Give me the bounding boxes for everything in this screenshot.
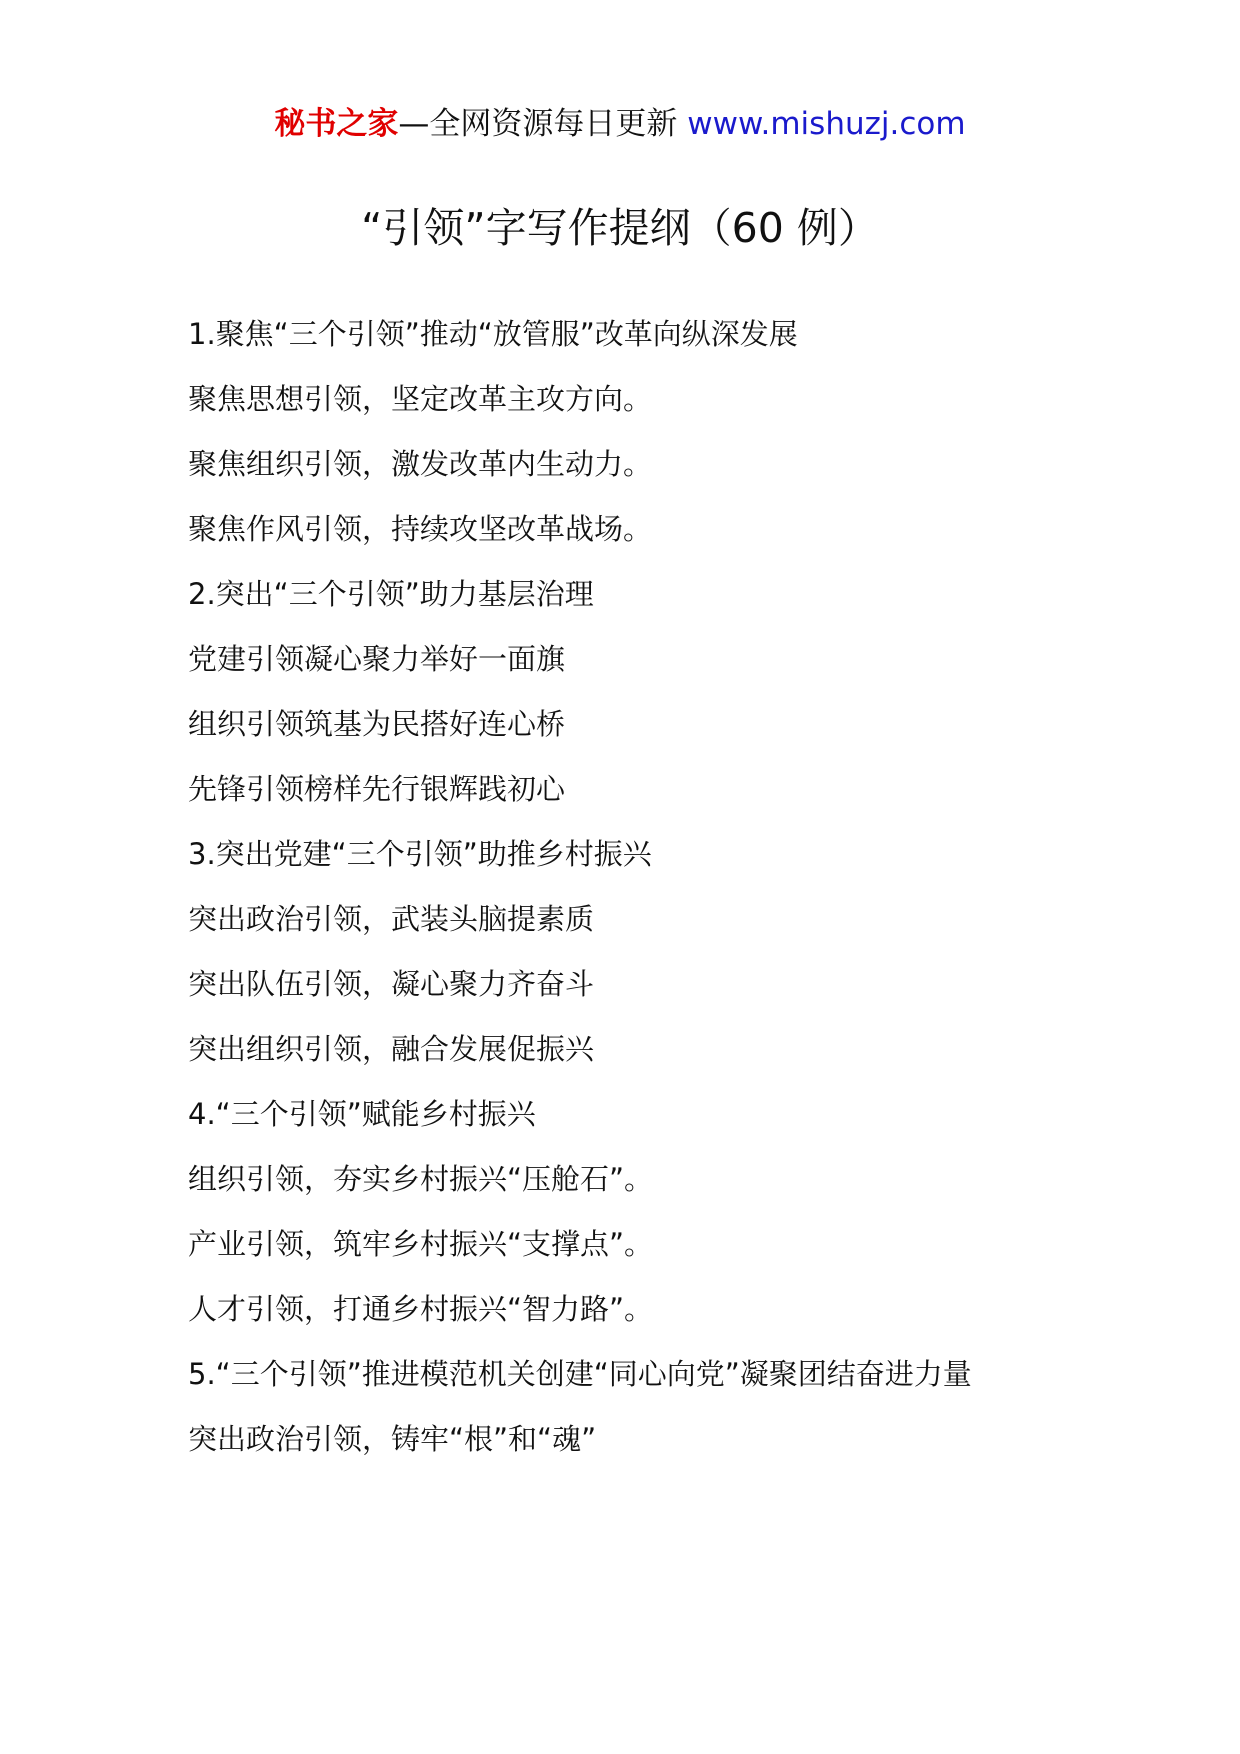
- outline-heading-5: 5.“三个引领”推进模范机关创建“同心向党”凝聚团结奋进力量: [188, 1357, 972, 1391]
- outline-heading-2: 2.突出“三个引领”助力基层治理: [188, 577, 594, 611]
- site-header: [0, 102, 1240, 146]
- outline-heading-1: 1.聚焦“三个引领”推动“放管服”改革向纵深发展: [188, 317, 798, 351]
- header-tagline: —全网资源每日更新: [398, 106, 688, 142]
- outline-line: 聚焦思想引领，坚定改革主攻方向。: [188, 382, 653, 416]
- outline-line: 突出政治引领，武装头脑提素质: [188, 902, 595, 936]
- document-title: “引领”字写作提纲（60 例）: [361, 204, 879, 252]
- site-url-link[interactable]: www.mishuzj.com: [687, 106, 966, 142]
- outline-line: 产业引领，筑牢乡村振兴“支撑点”。: [188, 1227, 654, 1261]
- brand-name: 秘书之家: [274, 106, 399, 142]
- outline-heading-4: 4.“三个引领”赋能乡村振兴: [188, 1097, 536, 1131]
- outline-line: 聚焦组织引领，激发改革内生动力。: [188, 447, 653, 481]
- outline-line: 党建引领凝心聚力举好一面旗: [188, 642, 566, 676]
- outline-line: 组织引领筑基为民搭好连心桥: [188, 707, 566, 741]
- outline-line: 人才引领，打通乡村振兴“智力路”。: [188, 1292, 654, 1326]
- outline-line: 突出政治引领，铸牢“根”和“魂”: [188, 1422, 597, 1456]
- outline-list: [188, 302, 1068, 1472]
- outline-line: 组织引领，夯实乡村振兴“压舱石”。: [188, 1162, 654, 1196]
- outline-heading-3: 3.突出党建“三个引领”助推乡村振兴: [188, 837, 652, 871]
- outline-line: 聚焦作风引领，持续攻坚改革战场。: [188, 512, 653, 546]
- outline-line: 先锋引领榜样先行银辉践初心: [188, 772, 566, 806]
- outline-line: 突出队伍引领，凝心聚力齐奋斗: [188, 967, 595, 1001]
- outline-line: 突出组织引领，融合发展促振兴: [188, 1032, 595, 1066]
